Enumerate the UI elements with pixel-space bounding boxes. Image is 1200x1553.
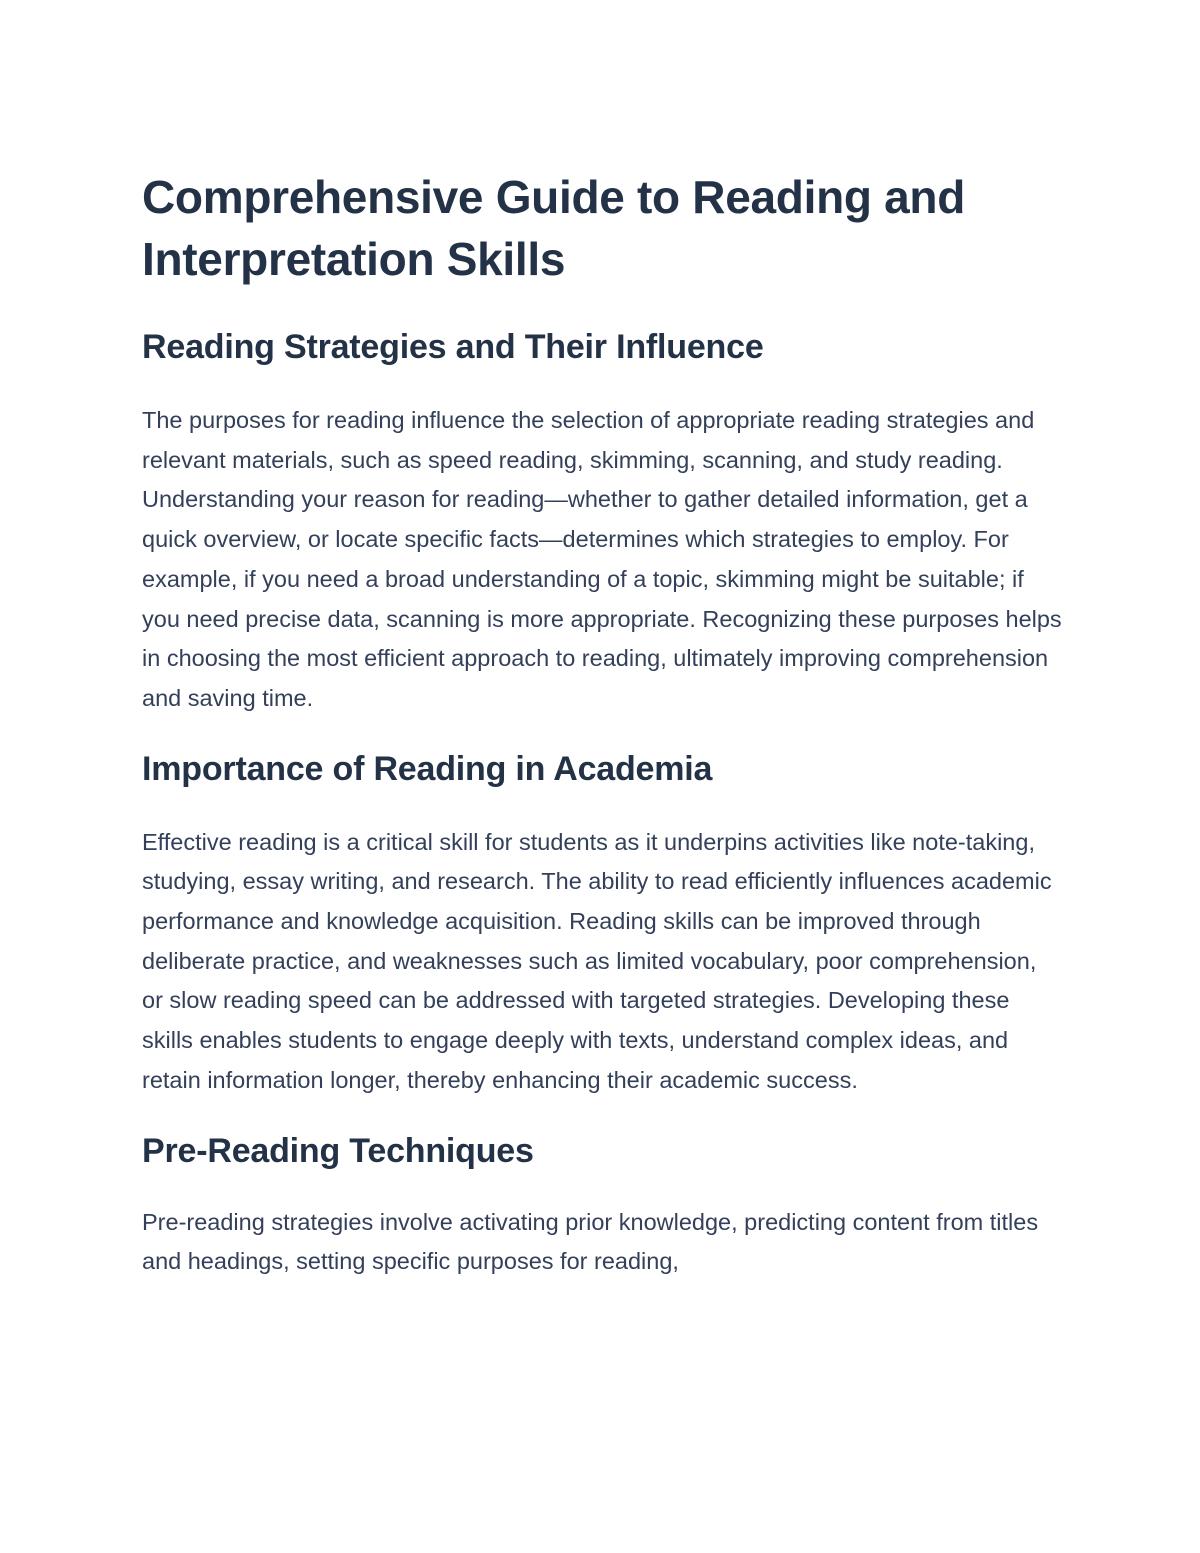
section-paragraph-pre-reading: Pre-reading strategies involve activating prior knowledge, predicting content from titles and headings, setting specific purposes for reading, [142, 1208, 1039, 1275]
section-paragraph-reading-strategies: The purposes for reading influence the selection of appropriate reading strategies and relevant materials, such as speed reading, skimming, scanning, and study reading. Understanding your reason for reading—whether to gather detailed information, get a quick overview, or locate specific facts—determines which strategies to employ. For example, if you need a broad understanding of a topic, skimming might be suitable; if you need precise data, scanning is more appropriate. Recognizing these purposes helps in choosing the most efficient approach to reading, ultimately improving comprehension and saving time. [142, 407, 1062, 711]
section-heading-reading-strategies: Reading Strategies and Their Influence [142, 328, 764, 366]
section-heading-importance-academia: Importance of Reading in Academia [142, 749, 713, 788]
document-title: Comprehensive Guide to Reading and Interpretation Skills [142, 171, 966, 285]
section-paragraph-importance-academia: Effective reading is a critical skill for students as it underpins activities like note-taking, studying, essay writing, and research. The ability to read efficiently influences academic performance and knowledge acquisition. Reading skills can be improved through deliberate practice, and weaknesses such as limited vocabulary, poor comprehension, or slow reading speed can be addressed with targeted strategies. Developing these skills enables students to engage deeply with texts, understand complex ideas, and retain information longer, thereby enhancing their academic success. [142, 828, 1052, 1093]
document-page [142, 166, 1062, 1282]
section-heading-pre-reading: Pre-Reading Techniques [142, 1131, 534, 1170]
